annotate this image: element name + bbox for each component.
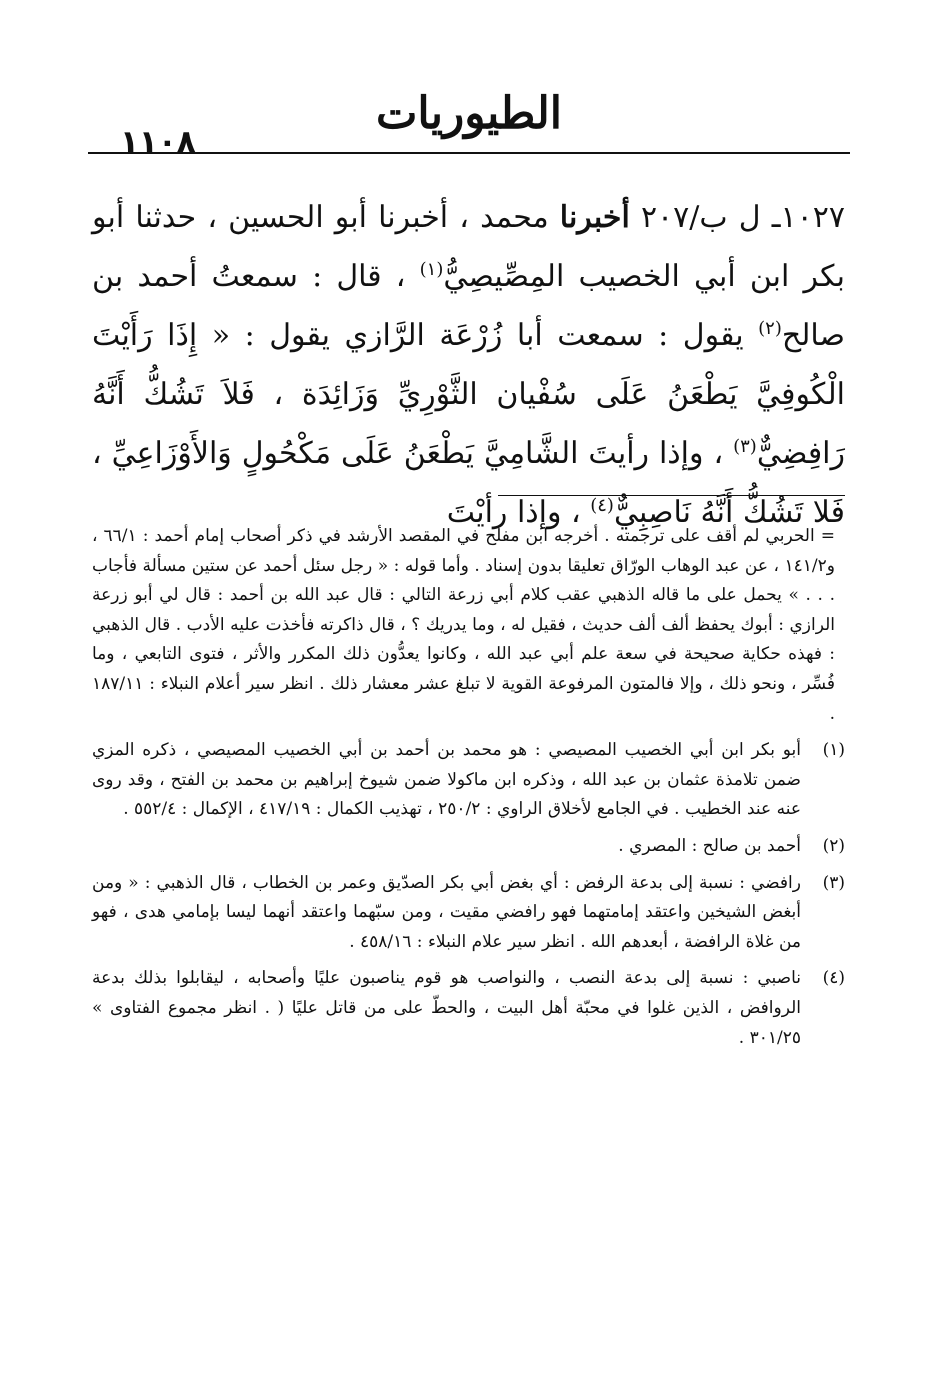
footnote-number: (٣) — [822, 872, 845, 893]
header-rule — [88, 152, 850, 154]
footnote-1 — [92, 736, 845, 825]
manuscript-ref: ل ب/٢٠٧ — [629, 200, 772, 235]
footnote-marker-3: (٣) — [733, 436, 757, 457]
footnote-number: (٢) — [822, 835, 845, 856]
main-text-part-5: ، وإذا رأيْتَ — [446, 495, 591, 530]
footnote-2 — [92, 832, 845, 862]
footnote-marker-1: (١) — [419, 259, 444, 280]
main-text-part-3: يقول : سمعت أبا زُرْعَة الرَّازي يقول : « إِذَا رَأَيْتَ الْكُوفِيَّ يَطْعَنُ عَلَى سُفْيان الثَّوْرِيِّ وَزَائِدَة ، فَلاَ تَشُكُّ أَنَّهُ رَافِضِيٌّ — [92, 318, 845, 471]
footnote-text: رافضي : نسبة إلى بدعة الرفض : أي بغض أبي بكر الصدّيق وعمر بن الخطاب ، قال الذهبي : « ومن أبغض الشيخين واعتقد إمامتهما فهو رافضي مقيت ، ومن سبّهما واعتقد أنهما ليسا بإمامي هدى ، فهو من غلاة الرافضة ، أبعدهم الله . انظر سير علام النبلاء : ٤٥٨/١٦ . — [92, 872, 801, 952]
footnote-text: أحمد بن صالح : المصري . — [618, 835, 801, 856]
footnote-text: أبو بكر ابن أبي الخصيب المصيصي : هو محمد بن أحمد بن أبي الخصيب المصيصي ، ذكره المزي ضمن تلامذة عثمان بن عبد الله ، وذكره ابن ماكولا ضمن شيوخ إبراهيم بن محمد بن الفتح ، وقد روى عنه عند الخطيب . في الجامع لأخلاق الراوي : ٢٥٠/٢ ، تهذيب الكمال : ٤١٧/١٩ ، الإكمال : ٥٥٢/٤ . — [92, 740, 801, 820]
opening-word: أخبرنا — [559, 200, 630, 235]
footnote-separator — [498, 495, 845, 496]
footnote-number: (٤) — [822, 968, 845, 989]
footnote-continuation: = الحربي لم أقف على ترجمته . أخرجه ابن مفلح في المقصد الأرشد في ذكر أصحاب إمام أحمد : ٦٦/١ ، و١٤١/٢ ، عن عبد الوهاب الورّاق تعليقا بدون إسناد . وأما قوله : « رجل سئل أحمد عن ستين مسألة فأجاب . . . » يحمل على ما قاله الذهبي عقب كلام أبي زرعة التالي : قال عبد الله بن أحمد : قال لي أبو زرعة الرازي : أبوك يحفظ ألف ألف حديث ، فقيل له ، وما يدريك ؟ ، قال ذاكرته فأخذت عليه الأدب . قال الذهبي : فهذه حكاية صحيحة في سعة علم أبي عبد الله ، وكانوا يعدُّون ذلك المكرر والأثر ، فتوى التابعي ، وما فُسِّر ، ونحو ذلك ، وإلا فالمتون المرفوعة القوية لا تبلغ عشر معشار ذلك . انظر سير أعلام النبلاء : ١٨٧/١١ . — [92, 526, 835, 724]
hadith-number: ١٠٢٧ـ — [771, 200, 845, 235]
main-text — [92, 188, 845, 542]
footnotes — [92, 522, 845, 1053]
footnote-4 — [92, 964, 845, 1053]
main-text-part-4: ، وإذا رأيتَ الشَّامِيَّ يَطْعَنُ عَلَى مَكْحُولٍ وَالأَوْزَاعِيِّ ، فَلا تَشُكُّ أَنَّهُ نَاصِبِيٌّ — [92, 436, 845, 530]
footnote-3 — [92, 869, 845, 958]
main-text-part-1: محمد ، أخبرنا أبو الحسين ، حدثنا أبو بكر ابن أبي الخصيب المِصِّيصِيُّ — [92, 200, 845, 294]
footnote-marker-2: (٢) — [758, 318, 782, 339]
page-header — [88, 80, 850, 160]
footnote-number: (١) — [822, 740, 845, 761]
book-title: الطيوريات — [375, 88, 563, 139]
main-text-part-2: ، قال : سمعتُ أحمد بن صالح — [92, 259, 845, 353]
page-number: ١١٠٨ — [120, 124, 196, 160]
footnote-marker-4: (٤) — [590, 495, 614, 516]
footnote-text: ناصبي : نسبة إلى بدعة النصب ، والنواصب هو قوم يناصبون عليًا وأصحابه ، ليقابلوا بذلك بدعة الروافض ، الذين غلوا في محبّة أهل البيت ، والحطّ على من قاتل عليًا ( . انظر مجموع الفتاوى » ٣٠١/٢٥ . — [92, 968, 801, 1048]
